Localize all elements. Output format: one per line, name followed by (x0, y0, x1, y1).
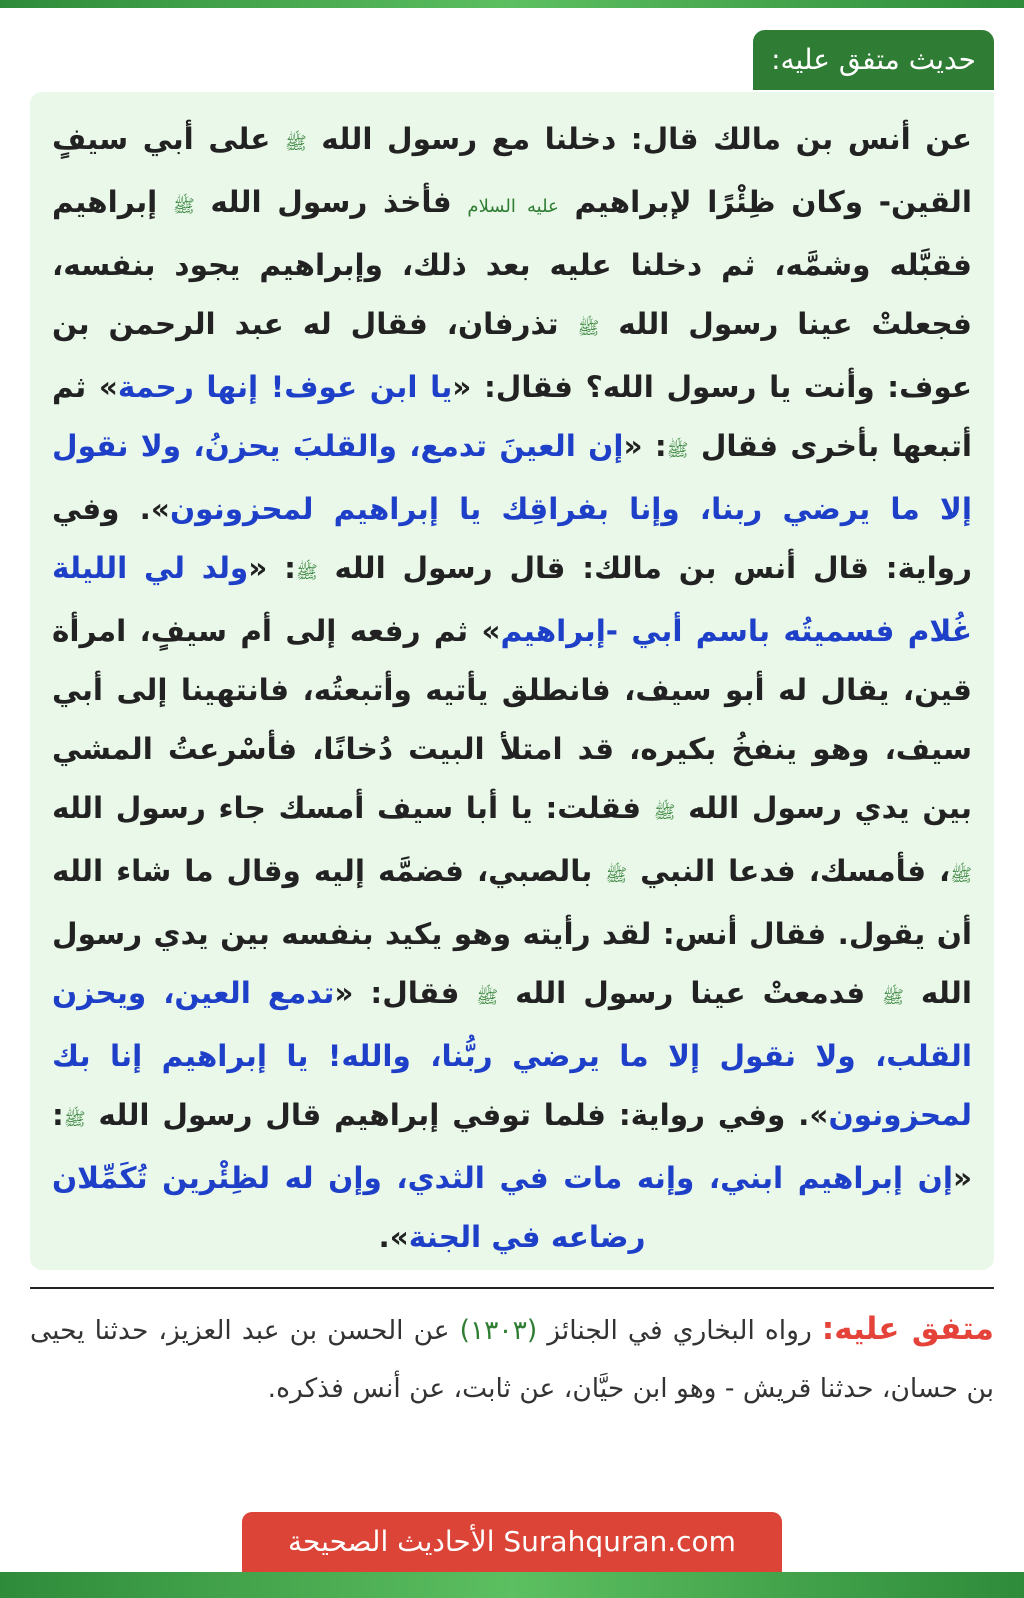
salutation-glyph: ﷺ (882, 987, 904, 1008)
top-decorative-bar (0, 0, 1024, 8)
source-label: متفق عليه: (821, 1311, 994, 1347)
hadith-box (30, 92, 994, 1270)
narration-text: فدمعتْ عينا رسول الله (498, 976, 883, 1010)
salutation-glyph: ﷺ (577, 318, 600, 339)
narration-text: فقلت: يا أبا سيف أمسك جاء رسول الله (52, 791, 654, 825)
narration-text: فقال: « (334, 976, 477, 1010)
narration-text: » ثم رفعه إلى أم سيفٍ، امرأة قين، يقال له أبو سيف، فانطلق يأتيه وأتبعتُه، فانتهينا إلى أبي سيف، وهو ينفخُ بكيره، قد امتلأ البيت دُخانًا، فأسْرعتُ المشي بين يدي رسول الله (52, 614, 972, 825)
salutation-glyph: ﷺ (476, 987, 499, 1008)
salutation-glyph: ﷺ (284, 133, 307, 154)
salutation-glyph: ﷺ (63, 1109, 86, 1130)
site-link-button[interactable]: الأحاديث الصحيحة Surahquran.com (242, 1512, 782, 1572)
narration-text: ». وفي رواية: فلما توفي إبراهيم قال رسول الله (85, 1098, 829, 1132)
narration-text: فأخذ رسول الله (194, 185, 468, 219)
prophet-quote: تدمع العين، ويحزن القلب، ولا نقول إلا ما يرضي ربُّنا، والله! يا إبراهيم إنا بك لمحزونون (52, 976, 972, 1132)
narration-text: » ثم أتبعها بأخرى فقال (52, 370, 973, 463)
divider (30, 1287, 994, 1289)
salutation-glyph: ﷺ (653, 802, 676, 823)
narration-text: ». وفي رواية: قال أنس بن مالك: قال رسول الله (52, 492, 973, 585)
salutation-glyph: ﷺ (295, 562, 318, 583)
bottom-decorative-bar (0, 1572, 1024, 1598)
source-text-after: عن الحسن بن عبد العزيز، حدثنا يحيى بن حسان، حدثنا قريش - وهو ابن حيَّان، عن ثابت، عن أنس فذكره. (30, 1315, 994, 1404)
narration-text: عن أنس بن مالك قال: دخلنا مع رسول الله (306, 122, 972, 156)
prophet-quote: ولد لي الليلة غُلام فسميتُه باسم أبي -إبراهيم (52, 551, 972, 648)
salutation-glyph: ﷺ (950, 865, 972, 886)
narration-text: على أبي سيفٍ القين- وكان ظِئْرًا لإبراهيم (52, 122, 972, 219)
narration-text: إبراهيم فقبَّله وشمَّه، ثم دخلنا عليه بعد ذلك، وإبراهيم يجود بنفسه، فجعلتْ عينا رسول الله (52, 185, 972, 341)
salutation-glyph: ﷺ (172, 196, 195, 217)
prophet-quote: إن إبراهيم ابني، وإنه مات في الثدي، وإن له لظِئْرين تُكَمِّلان رضاعه في الجنة (52, 1161, 953, 1254)
salutation-glyph: ﷺ (605, 865, 628, 886)
source-paragraph (30, 1300, 994, 1418)
narration-text: : « (623, 429, 667, 463)
source-text-before: رواه البخاري في الجنائز (537, 1315, 822, 1346)
hadith-type-tag: حديث متفق عليه: (753, 30, 994, 90)
narration-text: بالصبي، فضمَّه إليه وقال ما شاء الله أن يقول. فقال أنس: لقد رأيته وهو يكيد بنفسه بين يدي رسول الله (52, 854, 972, 1010)
narration-text: تذرفان، فقال له عبد الرحمن بن عوف: وأنت يا رسول الله؟ فقال: « (52, 307, 972, 404)
salutation-glyph: عليه السلام (467, 196, 559, 217)
prophet-quote: يا ابن عوف! إنها رحمة (117, 370, 453, 404)
narration-text: : « (248, 551, 296, 585)
narration-text: : « (52, 1098, 972, 1195)
prophet-quote: إن العينَ تدمع، والقلبَ يحزنُ، ولا نقول إلا ما يرضي ربنا، وإنا بفراقِك يا إبراهيم لمحزونون (52, 429, 972, 526)
salutation-glyph: ﷺ (666, 440, 689, 461)
hadith-text (52, 110, 972, 1267)
narration-text: ». (378, 1220, 409, 1254)
narration-text: ، فأمسك، فدعا النبي (627, 854, 951, 888)
hadith-number: (١٣٠٣) (459, 1315, 538, 1346)
